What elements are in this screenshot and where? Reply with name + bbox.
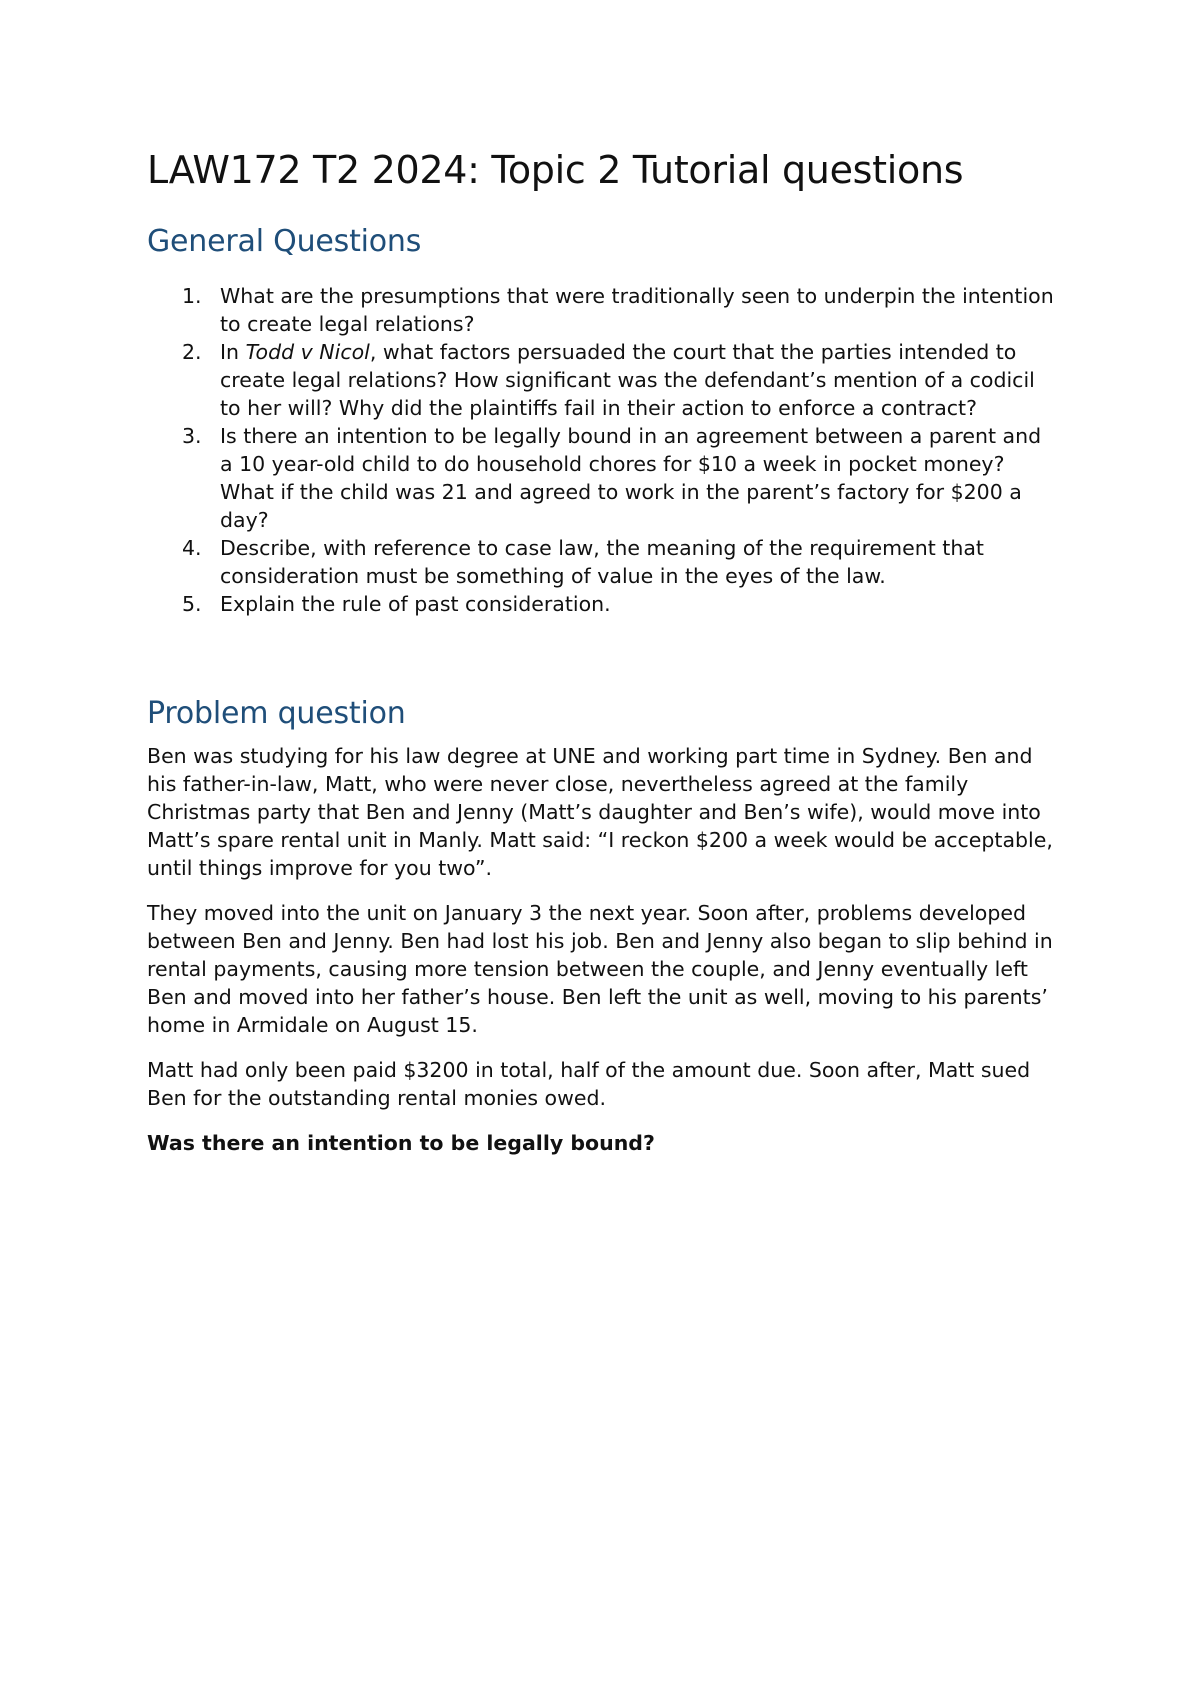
list-text: What are the presumptions that were traditionally seen to underpin the intention to create legal relations? <box>220 283 1054 336</box>
list-text: Explain the rule of past consideration. <box>220 591 611 616</box>
problem-paragraph: Ben was studying for his law degree at UNE and working part time in Sydney. Ben and his father-in-law, Matt, who were never close, nevertheless agreed at the family Christmas party that Ben and Jenny (Matt’s daughter and Ben’s wife), would move into Matt’s spare rental unit in Manly. Matt said: “I reckon $200 a week would be acceptable, until things improve for you two”. <box>147 743 1053 880</box>
problem-question: Was there an intention to be legally bound? <box>147 1130 655 1155</box>
list-text: Is there an intention to be legally bound in an agreement between a parent and a 10 year-old child to do household chores for $10 a week in pocket money? What if the child was 21 and agreed to work in the parent’s factory for $200 a day? <box>220 423 1042 532</box>
list-number: 1. <box>182 283 202 308</box>
list-item <box>147 338 1060 422</box>
list-text: Describe, with reference to case law, the meaning of the requirement that consideration must be something of value in the eyes of the law. <box>220 535 984 588</box>
list-text-prefix: In <box>220 339 246 364</box>
problem-paragraph: Matt had only been paid $3200 in total, half of the amount due. Soon after, Matt sued Ben for the outstanding rental monies owed. <box>147 1057 1031 1110</box>
list-number: 2. <box>182 339 202 364</box>
problem-paragraph: They moved into the unit on January 3 the next year. Soon after, problems developed between Ben and Jenny. Ben had lost his job. Ben and Jenny also began to slip behind in rental payments, causing more tension between the couple, and Jenny eventually left Ben and moved into her father’s house. Ben left the unit as well, moving to his parents’ home in Armidale on August 15. <box>147 900 1053 1037</box>
general-questions-heading: General Questions <box>147 223 422 259</box>
list-number: 3. <box>182 423 202 448</box>
list-item <box>147 422 1060 534</box>
general-questions-list <box>147 282 1060 618</box>
case-name: Todd v Nicol <box>245 339 370 364</box>
document-title: LAW172 T2 2024: Topic 2 Tutorial questions <box>147 148 964 192</box>
problem-question-heading: Problem question <box>147 695 406 731</box>
list-item <box>147 590 1060 618</box>
list-item <box>147 534 1060 590</box>
list-text: , what factors persuaded the court that the parties intended to create legal relations? How significant was the defendant’s mention of a codicil to her will? Why did the plaintiffs fail in their action to enforce a contract? <box>220 339 1035 420</box>
list-number: 5. <box>182 591 202 616</box>
list-number: 4. <box>182 535 202 560</box>
list-item <box>147 282 1060 338</box>
